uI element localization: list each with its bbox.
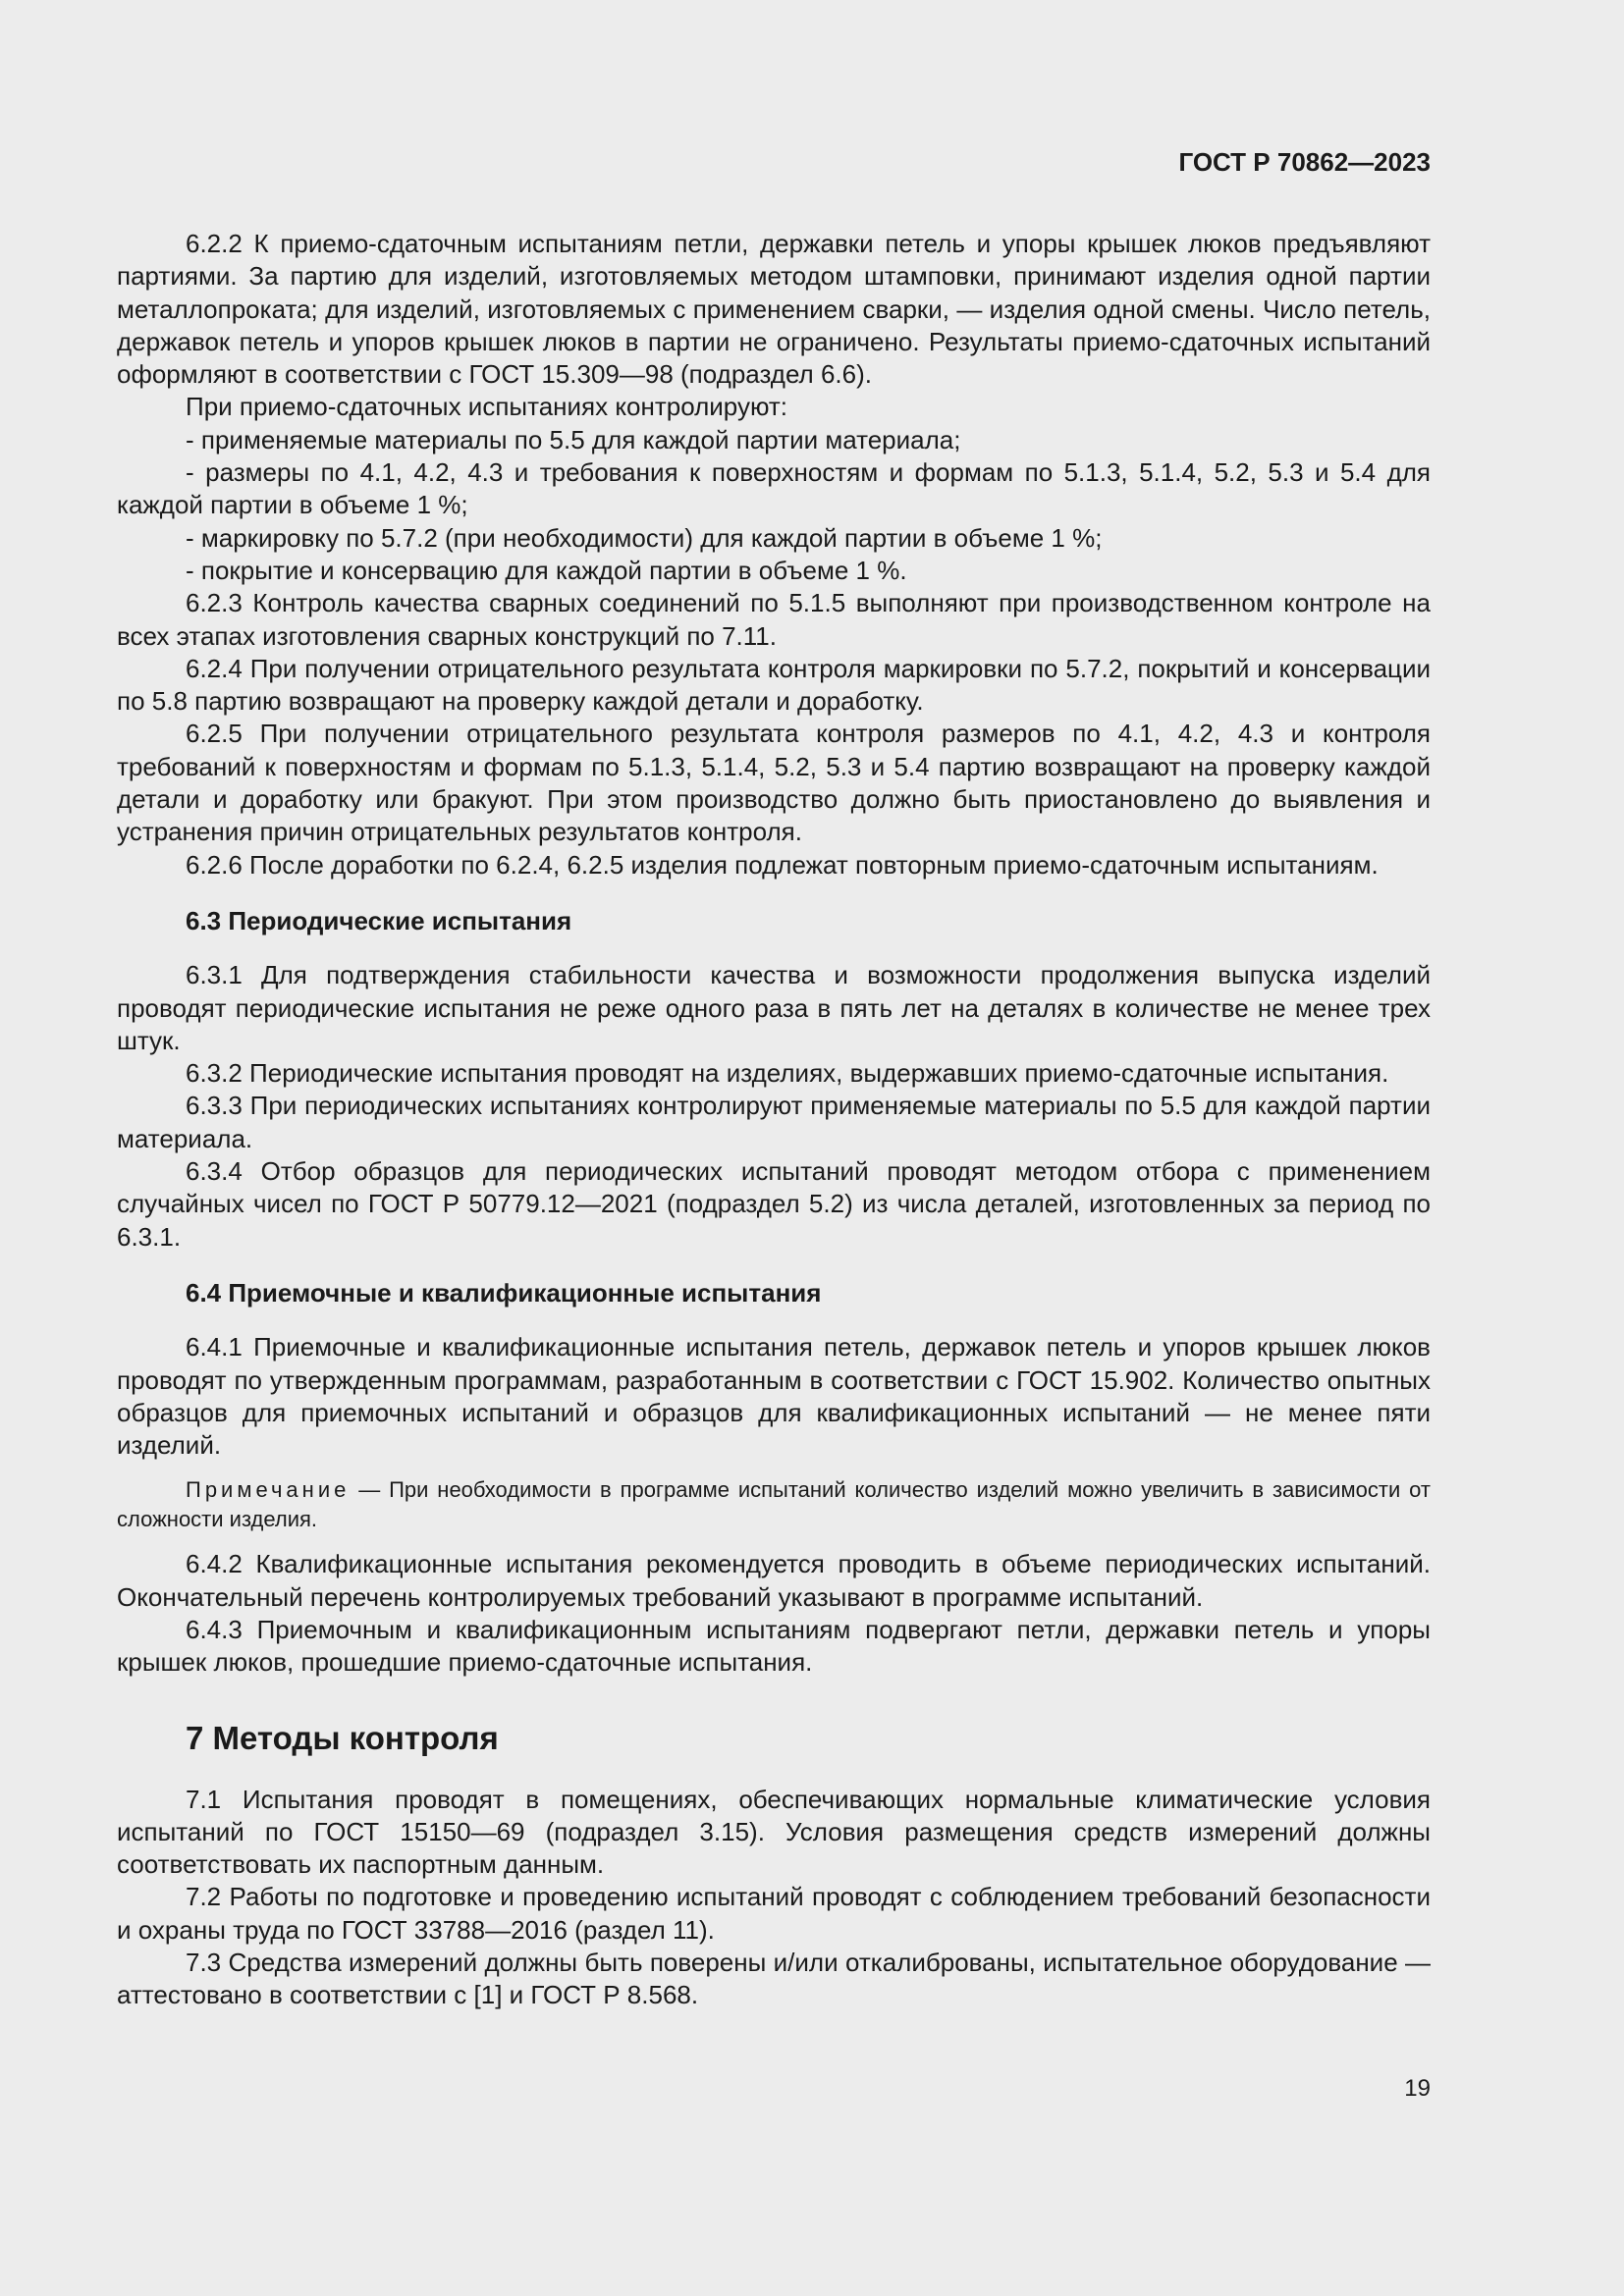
paragraph-6-4-1: 6.4.1 Приемочные и квалификационные испытания петель, державок петель и упоров крышек люков проводят по утвержденным программам, разработанным в соответствии с ГОСТ 15.902. Количество опытных образцов для приемочных испытаний и образцов для квалификационных испытаний — не менее пяти изделий. [117,1332,1431,1461]
paragraph-6-4-2: 6.4.2 Квалификационные испытания рекомендуется проводить в объеме периодических испытаний. Окончательный перечень контролируемых требований указывают в программе испытаний. [117,1549,1431,1612]
list-item-marking: - маркировку по 5.7.2 (при необходимости) для каждой партии в объеме 1 %; [186,522,1103,553]
paragraph-6-3-3: 6.3.3 При периодических испытаниях контролируют применяемые материалы по 5.5 для каждой партии материала. [117,1091,1431,1153]
paragraph-6-2-4: 6.2.4 При получении отрицательного результата контроля маркировки по 5.7.2, покрытий и консервации по 5.8 партию возвращают на проверку каждой детали и доработку. [117,653,1431,717]
paragraph-6-3-4: 6.3.4 Отбор образцов для периодических испытаний проводят методом отбора с применением случайных чисел по ГОСТ Р 50779.12—2021 (подраздел 5.2) из числа деталей, изготовленных за период по 6.3.1. [117,1156,1431,1252]
paragraph-7-2: 7.2 Работы по подготовке и проведению испытаний проводят с соблюдением требований безопасности и охраны труда по ГОСТ 33788—2016 (раздел 11). [117,1882,1431,1945]
paragraph-6-2-2: 6.2.2 К приемо-сдаточным испытаниям петли, державки петель и упоры крышек люков предъявляют партиями. За партию для изделий, изготовляемых методом штамповки, принимают изделия одной партии металлопроката; для изделий, изготовляемых с применением сварки, — изделия одной смены. Число петель, державок петель и упоров крышек люков в партии не ограничено. Результаты приемо-сдаточных испытаний оформляют в соответствии с ГОСТ 15.309—98 (подраздел 6.6). [117,229,1431,390]
section-heading-6-3: 6.3 Периодические испытания [186,905,572,935]
paragraph-6-3-2: 6.3.2 Периодические испытания проводят на изделиях, выдержавших приемо-сдаточные испытания. [186,1058,1389,1089]
paragraph-7-3: 7.3 Средства измерений должны быть поверены и/или откалиброваны, испытательное оборудование — аттестовано в соответствии с [1] и ГОСТ Р 8.568. [117,1948,1431,2010]
paragraph-6-3-1: 6.3.1 Для подтверждения стабильности качества и возможности продолжения выпуска изделий проводят периодические испытания не реже одного раза в пять лет на деталях в количестве не менее трех штук. [117,960,1431,1055]
note-label: Примечание [186,1477,351,1503]
note-text: — При необходимости в программе испытаний количество изделий можно увеличить в зависимости от сложности изделия. [117,1477,1431,1532]
page-number: 19 [1404,2075,1431,2102]
chapter-heading-7: 7 Методы контроля [186,1719,499,1756]
section-heading-6-4: 6.4 Приемочные и квалификационные испытания [186,1277,822,1308]
list-item-materials: - применяемые материалы по 5.5 для каждой партии материала; [186,424,961,454]
list-item-coating: - покрытие и консервацию для каждой партии в объеме 1 %. [186,555,907,585]
note-block [117,1475,1431,1534]
document-body [117,228,1431,2012]
paragraph-6-4-3: 6.4.3 Приемочным и квалификационным испытаниям подвергают петли, державки петель и упоры крышек люков, прошедшие приемо-сдаточные испытания. [117,1614,1431,1678]
list-item-dimensions: - размеры по 4.1, 4.2, 4.3 и требования к поверхностям и формам по 5.1.3, 5.1.4, 5.2, 5.3 и 5.4 для каждой партии в объеме 1 %; [117,457,1431,520]
paragraph-6-2-6: 6.2.6 После доработки по 6.2.4, 6.2.5 изделия подлежат повторным приемо-сдаточным испытаниям. [186,849,1379,880]
paragraph-6-2-3: 6.2.3 Контроль качества сварных соединений по 5.1.5 выполняют при производственном контроле на всех этапах изготовления сварных конструкций по 7.11. [117,588,1431,651]
paragraph-control-intro: При приемо-сдаточных испытаниях контролируют: [186,392,788,422]
paragraph-6-2-5: 6.2.5 При получении отрицательного результата контроля размеров по 4.1, 4.2, 4.3 и контроля требований к поверхностям и формам по 5.1.3, 5.1.4, 5.2, 5.3 и 5.4 партию возвращают на проверку каждой детали и доработку или бракуют. При этом производство должно быть приостановлено до выявления и устранения причин отрицательных результатов контроля. [117,719,1431,847]
paragraph-7-1: 7.1 Испытания проводят в помещениях, обеспечивающих нормальные климатические условия испытаний по ГОСТ 15150—69 (подраздел 3.15). Условия размещения средств измерений должны соответствовать их паспортным данным. [117,1784,1431,1880]
document-header-id: ГОСТ Р 70862—2023 [1178,147,1431,177]
